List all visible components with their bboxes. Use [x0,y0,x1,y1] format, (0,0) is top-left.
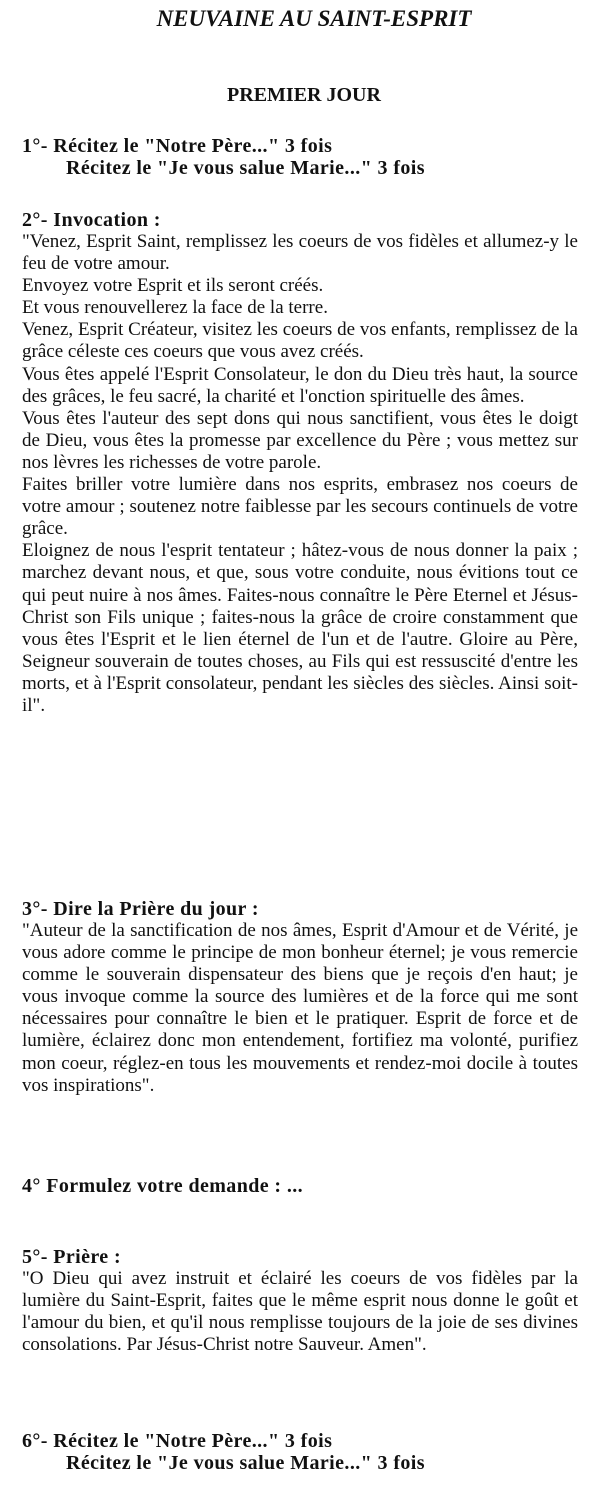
closing-prayer-text: "O Dieu qui avez instruit et éclairé les coeurs de vos fidèles par la lumière du Saint-Esprit, faites que le même esprit nous donne le goût et l'amour du bien, et qu'il nous remplisse toujours de la joie de ses divines consolations. Par Jésus-Christ notre Sauveur. Amen". [22,1268,578,1356]
step-1-heading [22,135,578,179]
invocation-paragraph: "Venez, Esprit Saint, remplissez les coeurs de vos fidèles et allumez-y le feu de votre amour. [22,231,578,275]
invocation-paragraph: Envoyez votre Esprit et ils seront créés. [22,275,324,297]
invocation-paragraph: Eloignez de nous l'esprit tentateur ; hâtez-vous de nous donner la paix ; marchez devant nous, et que, sous votre conduite, nous évitions tout ce qui peut nuire à nos âmes. Faites-nous connaître le Père Eternel et Jésus-Christ son Fils unique ; faites-nous la grâce de croire constamment que vous êtes l'Esprit et le lien éternel de l'un et de l'autre. Gloire au Père, Seigneur souverain de toutes choses, au Fils qui est ressuscité d'entre les morts, et à l'Esprit consolateur, pendant les siècles des siècles. Ainsi soit-il". [22,540,578,716]
step-2-section [22,209,578,717]
step-6-line-notre-pere: 6°- Récitez le "Notre Père..." 3 fois [22,1430,333,1452]
step-3-heading: 3°- Dire la Prière du jour : [22,898,259,920]
step-4-heading: 4° Formulez votre demande : ... [22,1175,304,1197]
step-2-heading: 2°- Invocation : [22,209,161,231]
document-title: NEUVAINE AU SAINT-ESPRIT [156,6,472,31]
step-1-section [22,135,578,179]
invocation-text [22,231,578,717]
step-1-line-je-vous-salue: Récitez le "Je vous salue Marie..." 3 fois [66,157,425,179]
document-subtitle: PREMIER JOUR [227,84,381,106]
step-6-line-je-vous-salue: Récitez le "Je vous salue Marie..." 3 fois [66,1452,425,1474]
step-5-section [22,1246,578,1356]
invocation-paragraph: Vous êtes appelé l'Esprit Consolateur, le don du Dieu très haut, la source des grâces, le feu sacré, la charité et l'onction spirituelle des âmes. [22,363,578,407]
step-5-heading: 5°- Prière : [22,1246,122,1268]
step-3-section [22,898,578,1097]
invocation-paragraph: Vous êtes l'auteur des sept dons qui nous sanctifient, vous êtes le doigt de Dieu, vous êtes la promesse par excellence du Père ; vous mettez sur nos lèvres les richesses de votre parole. [22,407,578,473]
daily-prayer-text: "Auteur de la sanctification de nos âmes, Esprit d'Amour et de Vérité, je vous adore comme le principe de mon bonheur éternel; je vous remercie comme le souverain dispensateur des biens que je reçois d'en haut; je vous invoque comme la source des lumières et de la force qui me sont nécessaires pour connaître le bien et le pratiquer. Esprit de force et de lumière, éclairez donc mon entendement, fortifiez ma volonté, purifiez mon coeur, réglez-en tous les mouvements et rendez-moi docile à toutes vos inspirations". [22,920,578,1096]
step-6-section [22,1430,578,1474]
step-4-section [22,1175,578,1197]
step-1-line-notre-pere: 1°- Récitez le "Notre Père..." 3 fois [22,135,333,157]
invocation-paragraph: Et vous renouvellerez la face de la terre. [22,297,328,319]
invocation-paragraph: Faites briller votre lumière dans nos esprits, embrasez nos coeurs de votre amour ; soutenez notre faiblesse par les secours continuels de votre grâce. [22,474,578,540]
step-6-heading [22,1430,578,1474]
invocation-paragraph: Venez, Esprit Créateur, visitez les coeurs de vos enfants, remplissez de la grâce céleste ces coeurs que vous avez créés. [22,319,578,363]
